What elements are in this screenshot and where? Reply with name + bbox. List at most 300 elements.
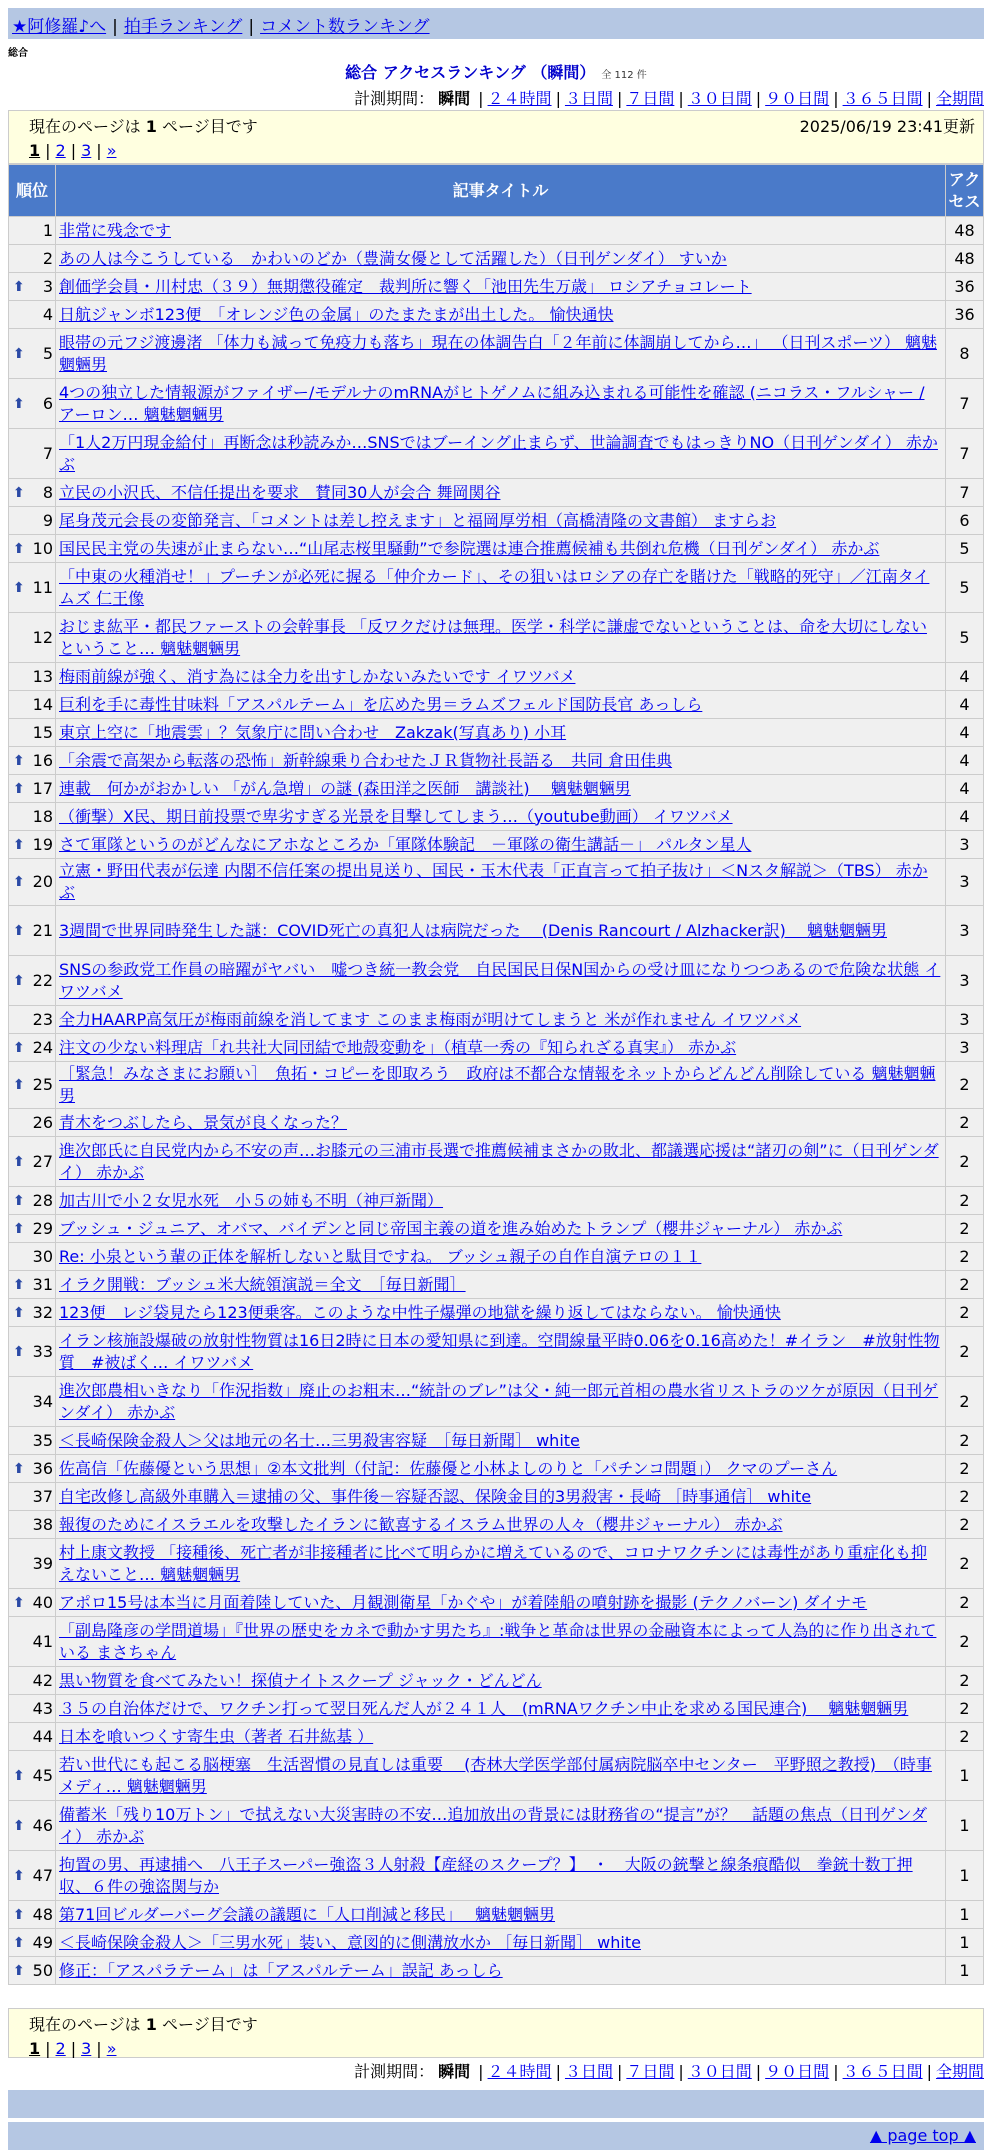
article-link[interactable]: ブッシュ・ジュニア、オバマ、バイデンと同じ帝国主義の道を進み始めたトランプ（櫻井ジャーナル） 赤かぶ: [59, 1218, 843, 1238]
access-count: 2: [946, 1377, 984, 1427]
article-link[interactable]: 黒い物質を食べてみたい！探偵ナイトスクープ ジャック・どんどん: [59, 1670, 542, 1690]
access-count: 6: [946, 507, 984, 535]
table-row: [9, 535, 984, 563]
title-cell: [56, 1455, 946, 1483]
period-separator: |: [755, 2062, 762, 2081]
access-count: 2: [946, 1215, 984, 1243]
article-link[interactable]: 第71回ビルダーバーグ会議の議題に「人口削減と移民」 魑魅魍魎男: [59, 1904, 556, 1924]
rank-cell: [9, 1901, 56, 1929]
access-count: 48: [946, 217, 984, 245]
table-row: [9, 831, 984, 859]
rank-number: 37: [32, 1486, 53, 1506]
title-cell: [56, 479, 946, 507]
period-link-6[interactable]: 全期間: [935, 89, 984, 108]
access-count: 2: [946, 1299, 984, 1327]
table-row: [9, 1455, 984, 1483]
access-count: 48: [946, 245, 984, 273]
rank-cell: [9, 379, 56, 429]
table-row: [9, 1667, 984, 1695]
table-row: [9, 1377, 984, 1427]
page-status-post: ページ目です: [162, 117, 258, 136]
article-link[interactable]: 修正：「アスパラテーム」は「アスパルテーム」誤記 あっしら: [59, 1960, 503, 1980]
rank-cell: [9, 1215, 56, 1243]
rank-up-icon: ⬆: [13, 579, 25, 596]
rank-cell: [9, 1589, 56, 1617]
rank-cell: [9, 535, 56, 563]
period-current: 瞬間: [438, 2062, 471, 2081]
article-link[interactable]: あの人は今こうしている かわいのどか（豊満女優として活躍した）（日刊ゲンダイ） すいか: [59, 248, 727, 268]
table-row: [9, 1539, 984, 1589]
rank-number: 12: [32, 627, 53, 647]
period-separator: |: [616, 89, 623, 108]
table-row: [9, 479, 984, 507]
table-row: [9, 301, 984, 329]
comment-ranking-link[interactable]: コメント数ランキング: [260, 17, 430, 37]
title-cell: [56, 1062, 946, 1109]
rank-number: 16: [32, 750, 53, 770]
table-row: [9, 906, 984, 956]
period-separator: |: [678, 2062, 684, 2081]
rank-cell: [9, 1299, 56, 1327]
rank-number: 35: [32, 1430, 53, 1450]
title-cell: [56, 301, 946, 329]
rank-cell: [9, 831, 56, 859]
title-cell: [56, 1377, 946, 1427]
rank-up-icon: ⬆: [13, 836, 25, 853]
rank-number: 42: [32, 1670, 53, 1690]
article-link[interactable]: ＜長崎保険金殺人＞「三男水死」装い、意図的に側溝放水か ［毎日新聞］ white: [59, 1932, 641, 1952]
access-count: 3: [946, 859, 984, 906]
access-count: 2: [946, 1327, 984, 1377]
article-link[interactable]: 梅雨前線が強く、消す為には全力を出すしかないみたいです イワツバメ: [59, 666, 576, 686]
rank-number: 22: [32, 970, 53, 990]
rank-cell: [9, 1483, 56, 1511]
access-count: 2: [946, 1723, 984, 1751]
article-link[interactable]: 「余震で高架から転落の恐怖」新幹線乗り合わせたＪＲ貨物社長語る 共同 倉田佳典: [59, 750, 673, 770]
title-cell: [56, 1187, 946, 1215]
rank-up-icon: ⬆: [13, 1906, 25, 1923]
rank-number: 50: [32, 1960, 53, 1980]
title-cell: [56, 803, 946, 831]
rank-number: 7: [42, 443, 53, 463]
period-link-5[interactable]: ３６５日間: [842, 89, 923, 108]
rank-number: 14: [32, 694, 53, 714]
rank-number: 30: [32, 1246, 53, 1266]
period-link-4[interactable]: ９０日間: [765, 89, 830, 108]
period-label: 計測期間：: [354, 89, 435, 108]
article-link[interactable]: 佐高信「佐藤優という思想」②本文批判（付記：佐藤優と小林よしのりと「パチンコ問題」） クマのプーさん: [59, 1458, 838, 1478]
ranking-table: [8, 164, 984, 1985]
table-row: [9, 1299, 984, 1327]
rank-up-icon: ⬆: [13, 1192, 25, 1209]
rank-up-icon: ⬆: [13, 484, 25, 501]
access-count: 1: [946, 1957, 984, 1985]
period-link-2[interactable]: ７日間: [626, 2062, 675, 2081]
title-cell: [56, 747, 946, 775]
rank-number: 41: [32, 1631, 53, 1651]
article-link[interactable]: 加古川で小２女児水死 小５の姉も不明（神戸新聞）: [59, 1190, 444, 1210]
article-link[interactable]: Re: 小泉という輩の正体を解析しないと駄目ですね。 ブッシュ親子の自作自演テロの１１: [59, 1246, 702, 1266]
footer-bar: [8, 2090, 984, 2118]
pagination-top: [29, 141, 963, 160]
access-count: 1: [946, 1929, 984, 1957]
rank-cell: [9, 613, 56, 663]
title-cell: [56, 831, 946, 859]
ranking-title: 総合 アクセスランキング （瞬間）: [345, 63, 596, 82]
rank-up-icon: ⬆: [13, 1220, 25, 1237]
rank-cell: [9, 1851, 56, 1901]
article-link[interactable]: おじま紘平・都民ファーストの会幹事長 「反ワクだけは無理。医学・科学に謙虚でないということは、命を大切にしないということ… 魑魅魍魎男: [59, 616, 927, 658]
table-row: [9, 273, 984, 301]
page-top-link[interactable]: ▲ page top ▲: [869, 2126, 976, 2145]
table-row: [9, 1723, 984, 1751]
article-link[interactable]: 巨利を手に毒性甘味料「アスパルテーム」を広めた男＝ラムズフェルド国防長官 あっしら: [59, 694, 703, 714]
rank-cell: [9, 719, 56, 747]
table-row: [9, 1427, 984, 1455]
period-separator: |: [833, 2062, 839, 2081]
rank-up-icon: ⬆: [13, 345, 25, 362]
article-link[interactable]: 連載 何かがおかしい 「がん急増」の謎 (森田洋之医師 講談社) 魑魅魍魎男: [59, 778, 631, 798]
rank-cell: [9, 775, 56, 803]
access-count: 2: [946, 1483, 984, 1511]
rank-cell: [9, 663, 56, 691]
title-cell: [56, 507, 946, 535]
article-link[interactable]: 123便 レジ袋見たら123便乗客。このような中性子爆弾の地獄を繰り返してはならない。 愉快通快: [59, 1302, 781, 1322]
page-status-post: ページ目です: [162, 2015, 258, 2034]
rank-number: 49: [32, 1932, 53, 1952]
period-link-3[interactable]: ３０日間: [687, 89, 752, 108]
access-count: 1: [946, 1901, 984, 1929]
page-status: [29, 2012, 963, 2035]
article-link[interactable]: 3週間で世界同時発生した謎：COVID死亡の真犯人は病院だった (Denis Rancourt / Alzhacker訳) 魑魅魍魎男: [59, 920, 887, 940]
title-cell: [56, 273, 946, 301]
article-link[interactable]: 報復のためにイスラエルを攻撃したイランに歓喜するイスラム世界の人々（櫻井ジャーナル） 赤かぶ: [59, 1514, 783, 1534]
rank-up-icon: ⬆: [13, 1039, 25, 1056]
rank-number: 6: [42, 393, 53, 413]
page-link[interactable]: 2: [55, 141, 66, 160]
access-count: 2: [946, 1695, 984, 1723]
rank-cell: [9, 1801, 56, 1851]
article-link[interactable]: 東京上空に「地震雲」？気象庁に問い合わせ Zakzak(写真あり) 小耳: [59, 722, 567, 742]
access-column-header: アクセス: [946, 165, 984, 217]
period-link-0[interactable]: ２４時間: [487, 89, 552, 108]
table-row: [9, 1034, 984, 1062]
article-link[interactable]: 村上康文教授 「接種後、死亡者が非接種者に比べて明らかに増えているので、コロナワクチンには毒性があり重症化も抑えないこと… 魑魅魍魎男: [59, 1542, 927, 1584]
table-header: [9, 165, 984, 217]
rank-number: 13: [32, 666, 53, 686]
access-count: 2: [946, 1137, 984, 1187]
article-link[interactable]: （衝撃）X民、期日前投票で卑劣すぎる光景を目撃してしまう…（youtube動画） イワツバメ: [59, 806, 733, 826]
rank-cell: [9, 1006, 56, 1034]
title-cell: [56, 535, 946, 563]
period-separator: |: [478, 89, 484, 108]
table-row: [9, 1801, 984, 1851]
article-link[interactable]: 立憲・野田代表が伝達 内閣不信任案の提出見送り、国民・玉木代表「正直言って拍子抜け」＜Nスタ解説＞（TBS） 赤かぶ: [59, 861, 928, 902]
rank-cell: [9, 217, 56, 245]
article-link[interactable]: ＜長崎保険金殺人＞父は地元の名士…三男殺害容疑 ［毎日新聞］ white: [59, 1430, 580, 1450]
article-link[interactable]: 眼帯の元フジ渡邊渚 「体力も減って免疫力も落ち」現在の体調告白「２年前に体調崩してから…」 （日刊スポーツ） 魑魅魍魎男: [59, 332, 937, 374]
rank-cell: [9, 803, 56, 831]
table-row: [9, 719, 984, 747]
article-link[interactable]: SNSの参政党工作員の暗躍がヤバい 嘘つき統一教会党 自民国民日保N国からの受け皿になりつつあるので危険な状態 イワツバメ: [59, 959, 941, 1001]
table-row: [9, 1062, 984, 1109]
rank-cell: [9, 1187, 56, 1215]
rank-up-icon: ⬆: [13, 1276, 25, 1293]
title-cell: [56, 1929, 946, 1957]
page-link[interactable]: »: [106, 141, 117, 160]
rank-number: 45: [32, 1765, 53, 1785]
page-status-number: 1: [145, 2015, 157, 2034]
article-link[interactable]: 4つの独立した情報源がファイザー/モデルナのmRNAがヒトゲノムに組み込まれる可能性を確認 (ニコラス・フルシャー / アーロン… 魑魅魍魎男: [59, 382, 925, 424]
article-link[interactable]: 進次郎氏に自民党内から不安の声…お膝元の三浦市長選で推薦候補まさかの敗北、都議選応援は“諸刃の剣”に（日刊ゲンダイ） 赤かぶ: [59, 1140, 939, 1182]
period-link-5[interactable]: ３６５日間: [842, 2062, 923, 2081]
period-link-6[interactable]: 全期間: [935, 2062, 984, 2081]
table-row: [9, 1215, 984, 1243]
page-link[interactable]: 3: [81, 141, 92, 160]
rank-cell: [9, 301, 56, 329]
title-cell: [56, 1271, 946, 1299]
article-link[interactable]: 非常に残念です: [59, 220, 172, 240]
table-row: [9, 1617, 984, 1667]
title-cell: [56, 1539, 946, 1589]
article-link[interactable]: 創価学会員・川村忠（３９）無期懲役確定 裁判所に響く「池田先生万歳」 ロシアチョコレート: [59, 276, 752, 296]
table-row: [9, 803, 984, 831]
access-count: 5: [946, 613, 984, 663]
article-link[interactable]: 「中東の火種消せ！」プーチンが必死に握る「仲介カード」、その狙いはロシアの存亡を賭けた「戦略的死守」／江南タイムズ 仁王像: [59, 566, 930, 608]
table-row: [9, 1109, 984, 1137]
rank-cell: [9, 1667, 56, 1695]
rank-cell: [9, 906, 56, 956]
article-link[interactable]: 日航ジャンボ123便 「オレンジ色の金属」のたまたまが出土した。 愉快通快: [59, 304, 614, 324]
home-link[interactable]: ★阿修羅♪へ: [12, 17, 107, 37]
rank-cell: [9, 1617, 56, 1667]
access-count: 2: [946, 1589, 984, 1617]
rank-number: 19: [32, 834, 53, 854]
title-cell: [56, 1957, 946, 1985]
applause-ranking-link[interactable]: 拍手ランキング: [123, 17, 243, 37]
title-cell: [56, 1299, 946, 1327]
title-cell: [56, 719, 946, 747]
access-count: 3: [946, 1034, 984, 1062]
rank-number: 26: [32, 1112, 53, 1132]
access-count: 3: [946, 1006, 984, 1034]
rank-number: 43: [32, 1698, 53, 1718]
article-link[interactable]: 青木をつぶしたら、景気が良くなった？: [59, 1112, 348, 1132]
article-link[interactable]: 国民民主党の失速が止まらない…“山尾志桜里騒動”で参院選は連合推薦候補も共倒れ危機（日刊ゲンダイ） 赤かぶ: [59, 538, 880, 558]
article-link[interactable]: ［緊急！みなさまにお願い］ 魚拓・コピーを即取ろう 政府は不都合な情報をネットからどんどん削除している 魑魅魍魎男: [59, 1064, 936, 1105]
period-separator: |: [616, 2062, 623, 2081]
table-row: [9, 1589, 984, 1617]
access-count: 5: [946, 535, 984, 563]
period-link-2[interactable]: ７日間: [626, 89, 675, 108]
rank-number: 32: [32, 1302, 53, 1322]
rank-up-icon: ⬆: [13, 1077, 25, 1093]
article-link[interactable]: 日本を喰いつくす寄生虫（著者 石井紘基 ）: [59, 1726, 374, 1746]
table-row: [9, 1271, 984, 1299]
rank-cell: [9, 1271, 56, 1299]
table-row: [9, 613, 984, 663]
total-count: 全 112 件: [601, 70, 647, 81]
rank-number: 38: [32, 1514, 53, 1534]
access-count: 7: [946, 429, 984, 479]
period-selector-bottom: [354, 2059, 984, 2082]
article-link[interactable]: ３５の自治体だけで、ワクチン打って翌日死んだ人が２４１人 (mRNAワクチン中止を求める国民連合) 魑魅魍魎男: [59, 1698, 909, 1718]
rank-number: 1: [42, 220, 53, 240]
rank-number: 28: [32, 1190, 53, 1210]
table-row: [9, 1695, 984, 1723]
rank-number: 36: [32, 1458, 53, 1478]
rank-up-icon: ⬆: [13, 278, 25, 295]
access-count: 4: [946, 691, 984, 719]
page-status-pre: 現在のページは: [29, 117, 141, 136]
article-link[interactable]: アポロ15号は本当に月面着陸していた、月観測衛星「かぐや」が着陸船の噴射跡を撮影 (テクノバーン) ダイナモ: [59, 1592, 868, 1612]
period-separator: |: [555, 89, 561, 108]
title-cell: [56, 1109, 946, 1137]
title-cell: [56, 691, 946, 719]
article-link[interactable]: 「1人2万円現金給付」再断念は秒読みか…SNSではブーイング止まらず、世論調査でもはっきりNO（日刊ゲンダイ） 赤かぶ: [59, 432, 938, 474]
page-status-number: 1: [145, 117, 157, 136]
article-link[interactable]: 拘置の男、再逮捕へ 八王子スーパー強盗３人射殺【産経のスクープ？】 ・ 大阪の銃撃と線条痕酷似 拳銃十数丁押収、６件の強盗関与か: [59, 1854, 913, 1896]
table-row: [9, 775, 984, 803]
rank-number: 11: [32, 577, 53, 597]
access-count: 5: [946, 563, 984, 613]
updated-timestamp: 2025/06/19 23:41更新: [799, 117, 975, 136]
page-link[interactable]: »: [106, 2039, 117, 2058]
article-link[interactable]: 若い世代にも起こる脳梗塞 生活習慣の見直しは重要 (杏林大学医学部付属病院脳卒中センター 平野照之教授) （時事メディ… 魑魅魍魎男: [59, 1754, 932, 1796]
access-count: 2: [946, 1062, 984, 1109]
rank-cell: [9, 1427, 56, 1455]
title-cell: [56, 1215, 946, 1243]
title-cell: [56, 775, 946, 803]
period-link-1[interactable]: ３日間: [564, 89, 613, 108]
table-row: [9, 245, 984, 273]
article-link[interactable]: 全力HAARP高気圧が梅雨前線を消してます このまま梅雨が明けてしまうと 米が作れません イワツバメ: [59, 1009, 802, 1029]
rank-cell: [9, 1511, 56, 1539]
page-link[interactable]: 2: [55, 2039, 66, 2058]
title-cell: [56, 1137, 946, 1187]
title-cell: [56, 1723, 946, 1751]
rank-cell: [9, 956, 56, 1006]
page-separator: |: [45, 141, 51, 160]
title-cell: [56, 1589, 946, 1617]
access-count: 2: [946, 1243, 984, 1271]
period-separator: |: [833, 89, 839, 108]
title-column-header: 記事タイトル: [56, 165, 946, 217]
title-cell: [56, 1617, 946, 1667]
period-link-3[interactable]: ３０日間: [687, 2062, 752, 2081]
rank-number: 4: [42, 304, 53, 324]
rank-cell: [9, 563, 56, 613]
article-link[interactable]: さて軍隊というのがどんなにアホなところか「軍隊体験記 －軍隊の衛生講話－」 パルタン星人: [59, 834, 752, 854]
article-link[interactable]: 立民の小沢氏、不信任提出を要求 賛同30人が会合 舞岡関谷: [59, 482, 501, 502]
title-cell: [56, 1851, 946, 1901]
period-link-0[interactable]: ２４時間: [487, 2062, 552, 2081]
table-row: [9, 1751, 984, 1801]
rank-cell: [9, 1751, 56, 1801]
table-row: [9, 429, 984, 479]
period-separator: |: [555, 2062, 561, 2081]
rank-cell: [9, 859, 56, 906]
table-row: [9, 1957, 984, 1985]
article-link[interactable]: イラン核施設爆破の放射性物質は16日2時に日本の愛知県に到達。空間線量平時0.06を0.16高めた！#イラン #放射性物質 #被ばく… イワツバメ: [59, 1330, 940, 1372]
period-label: 計測期間：: [354, 2062, 435, 2081]
rank-up-icon: ⬆: [13, 1460, 25, 1477]
title-cell: [56, 1667, 946, 1695]
article-link[interactable]: 尾身茂元会長の変節発言、「コメントは差し控えます」と福岡厚労相（高橋清隆の文書館） ますらお: [59, 510, 777, 530]
page-separator: |: [70, 141, 77, 160]
page-link[interactable]: 3: [81, 2039, 92, 2058]
pager-box-bottom: [8, 2008, 984, 2058]
rank-number: 25: [32, 1075, 53, 1094]
title-cell: [56, 663, 946, 691]
article-link[interactable]: イラク開戦：ブッシュ米大統領演説＝全文 ［毎日新聞］: [59, 1274, 466, 1294]
table-row: [9, 563, 984, 613]
table-row: [9, 1483, 984, 1511]
rank-cell: [9, 245, 56, 273]
rank-number: 27: [32, 1151, 53, 1171]
rank-number: 23: [32, 1009, 53, 1029]
rank-up-icon: ⬆: [13, 1934, 25, 1951]
title-cell: [56, 956, 946, 1006]
access-count: 2: [946, 1455, 984, 1483]
period-link-1[interactable]: ３日間: [564, 2062, 613, 2081]
access-count: 36: [946, 273, 984, 301]
pagination-bottom: [29, 2039, 963, 2058]
rank-cell: [9, 1455, 56, 1483]
title-cell: [56, 563, 946, 613]
access-count: 1: [946, 1851, 984, 1901]
access-count: 2: [946, 1539, 984, 1589]
page-status-pre: 現在のページは: [29, 2015, 141, 2034]
table-row: [9, 329, 984, 379]
access-count: 7: [946, 379, 984, 429]
article-link[interactable]: 進次郎農相いきなり「作況指数」廃止のお粗末…“統計のブレ”は父・純一郎元首相の農水省リストラのツケが原因（日刊ゲンダイ） 赤かぶ: [59, 1380, 939, 1422]
article-link[interactable]: 備蓄米「残り10万トン」で拭えない大災害時の不安…追加放出の背景には財務省の“提言”が？ 話題の焦点（日刊ゲンダイ） 赤かぶ: [59, 1804, 927, 1846]
rank-column-header: 順位: [9, 165, 56, 217]
title-cell: [56, 1243, 946, 1271]
rank-cell: [9, 1137, 56, 1187]
table-row: [9, 956, 984, 1006]
access-count: 4: [946, 803, 984, 831]
table-row: [9, 691, 984, 719]
article-link[interactable]: 自宅改修し高級外車購入＝逮捕の父、事件後－容疑否認、保険金目的3男殺害・長崎 ［時事通信］ white: [59, 1486, 812, 1506]
rank-number: 17: [32, 778, 53, 798]
rank-cell: [9, 507, 56, 535]
table-row: [9, 1327, 984, 1377]
rank-number: 46: [32, 1815, 53, 1835]
table-row: [9, 1901, 984, 1929]
page-separator: |: [96, 2039, 102, 2058]
period-selector-top: [354, 86, 984, 109]
article-link[interactable]: 「副島隆彦の学問道場」『世界の歴史をカネで動かす男たち』:戦争と革命は世界の金融資本によって人為的に作り出されている まさちゃん: [59, 1620, 937, 1662]
page-title: [0, 60, 992, 83]
rank-cell: [9, 1243, 56, 1271]
rank-cell: [9, 1539, 56, 1589]
article-link[interactable]: 注文の少ない料理店「れ共社大同団結で地殻変動を」（植草一秀の『知られざる真実』） 赤かぶ: [59, 1037, 737, 1057]
access-count: 3: [946, 831, 984, 859]
rank-up-icon: ⬆: [13, 1867, 25, 1884]
access-count: 2: [946, 1271, 984, 1299]
rank-number: 33: [32, 1341, 53, 1361]
table-row: [9, 859, 984, 906]
page-top-bar: [8, 2122, 984, 2150]
rank-number: 40: [32, 1592, 53, 1612]
access-count: 2: [946, 1109, 984, 1137]
period-link-4[interactable]: ９０日間: [765, 2062, 830, 2081]
rank-up-icon: ⬆: [13, 780, 25, 797]
title-cell: [56, 1801, 946, 1851]
rank-up-icon: ⬆: [13, 395, 25, 412]
